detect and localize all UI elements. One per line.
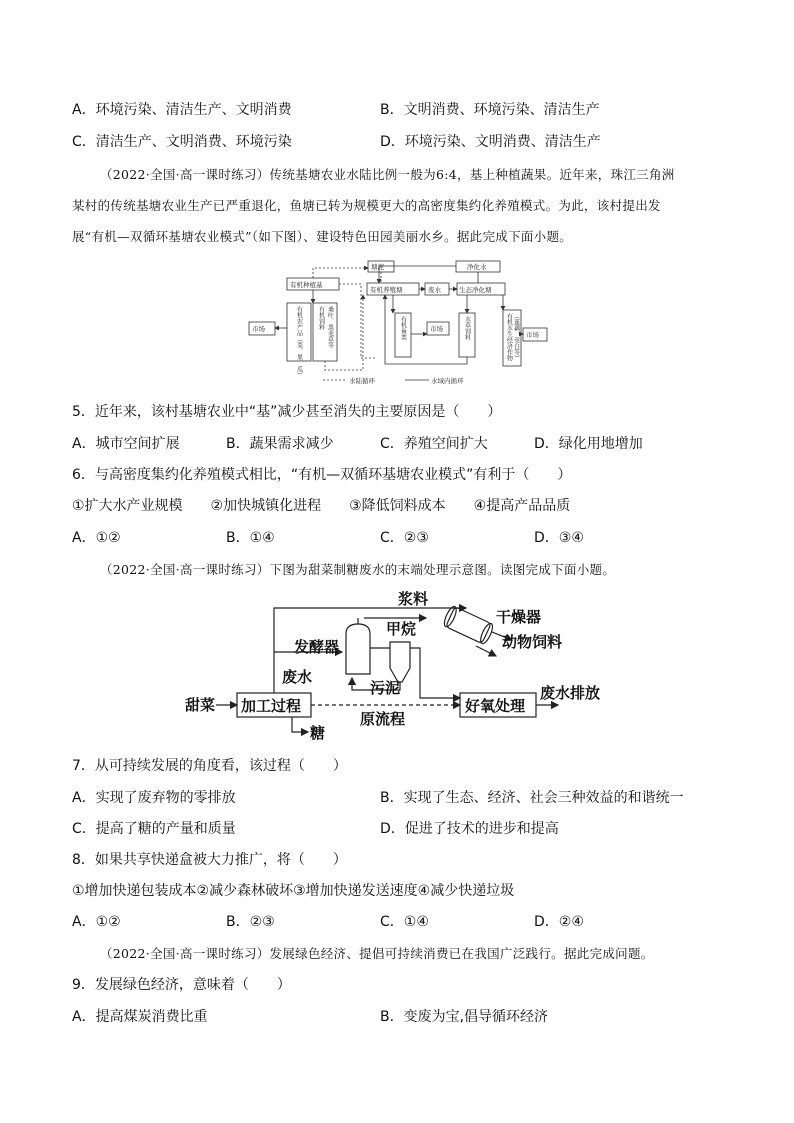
label-market-mid: 市场 — [430, 325, 443, 333]
label-organic-feed-sub: 桑叶、黑麦草等 — [326, 306, 334, 348]
q8-option-c: C．①④ — [380, 914, 429, 930]
q4-option-b: B．文明消费、环境污染、清洁生产 — [380, 102, 600, 118]
q6-items: ①扩大水产业规模 ②加快城镇化进程 ③降低饲料成本 ④提高产品品质 — [72, 498, 571, 514]
clarifier — [390, 642, 410, 682]
q7-option-b: B．实现了生态、经济、社会三种效益的和谐统一 — [380, 790, 684, 806]
passage1-line3: 展“有机—双循环基塘农业模式”（如下图）、建设特色田园美丽水乡。据此完成下面小题。 — [72, 229, 573, 244]
label-eco-purification-pond: 生态净化塘 — [459, 286, 492, 294]
q8-option-a: A．①② — [72, 914, 121, 930]
label-aquatic-feed: 水草饲料 — [463, 316, 471, 340]
q9-option-b: B．变废为宝,倡导循环经济 — [380, 1009, 549, 1025]
q8-stem: 8．如果共享快递盒被大力推广，将（ ） — [72, 852, 347, 868]
label-organic-planting-base: 有机种植基 — [290, 281, 323, 289]
q4-option-d: D．环境污染、文明消费、清洁生产 — [380, 134, 601, 150]
q5-option-d: D．绿化用地增加 — [534, 436, 643, 452]
legend-water-internal: 水域内循环 — [431, 377, 464, 385]
label-organic-ag-products: 有机农产品（菜、果、瓜） — [295, 306, 303, 378]
label-organic-fish-pond: 有机养殖塘 — [370, 286, 403, 294]
q9-option-a: A．提高煤炭消费比重 — [72, 1009, 208, 1025]
q6-option-d: D．③④ — [534, 530, 584, 546]
label-market-right: 市场 — [526, 331, 539, 339]
label-purified-water: 净化水 — [467, 263, 487, 271]
label-aquatic-crops: 有机水生经济作物 — [505, 313, 513, 361]
dryer-drum — [442, 605, 495, 645]
label-fermenter: 发酵器 — [294, 638, 340, 656]
label-processing: 加工过程 — [241, 697, 302, 715]
q7-option-d: D．促进了技术的进步和提高 — [380, 821, 559, 837]
label-beet: 甜菜 — [185, 696, 216, 714]
passage1-line2: 某村的传统基塘农业生产已严重退化，鱼塘已转为规模更大的高密度集约化养殖模式。为此，该村提出发 — [72, 198, 661, 213]
label-organic-feed: 有机饲料 — [317, 306, 325, 330]
label-waste-water: 废水 — [282, 668, 313, 686]
q8-option-b: B．②③ — [226, 914, 275, 930]
label-waste-water: 废水 — [428, 286, 441, 294]
figure-dike-pond-model — [245, 258, 555, 390]
label-discharge: 废水排放 — [540, 684, 601, 702]
q9-stem: 9．发展绿色经济，意味着（ ） — [72, 977, 291, 993]
label-organic-fish: 有机鱼类 — [399, 316, 407, 340]
q5-stem: 5．近年来，该村基塘农业中“基”减少甚至消失的主要原因是（ ） — [72, 404, 502, 420]
passage3-line1: （2022·全国·高一课时练习）发展绿色经济、提倡可持续消费已在我国广泛践行。据此完成问题。 — [100, 946, 654, 961]
label-market-left: 市场 — [252, 325, 265, 333]
label-original-process: 原流程 — [360, 710, 406, 728]
label-aerobic: 好氧处理 — [465, 697, 526, 715]
q5-option-a: A．城市空间扩展 — [72, 436, 180, 452]
q8-option-d: D．②④ — [534, 914, 584, 930]
label-animal-feed: 动物饲料 — [502, 633, 563, 651]
figure-beet-sugar-wastewater — [180, 586, 620, 746]
fermenter-vessel — [346, 624, 370, 674]
q7-option-c: C．提高了糖的产量和质量 — [72, 821, 236, 837]
q5-option-c: C．养殖空间扩大 — [380, 436, 488, 452]
q6-option-b: B．①④ — [226, 530, 275, 546]
q6-stem: 6．与高密度集约化养殖模式相比，“有机—双循环基塘农业模式”有利于（ ） — [72, 467, 572, 483]
label-sludge: 塘泥 — [371, 263, 384, 271]
q4-option-a: A．环境污染、清洁生产、文明消费 — [72, 102, 292, 118]
label-dryer: 干燥器 — [496, 608, 542, 626]
label-sludge: 污泥 — [370, 679, 401, 697]
q4-option-c: C．清洁生产、文明消费、环境污染 — [72, 134, 292, 150]
passage2-line1: （2022·全国·高一课时练习）下图为甜菜制糖废水的末端处理示意图。读图完成下面小题。 — [100, 562, 616, 577]
q7-option-a: A．实现了废弃物的零排放 — [72, 790, 236, 806]
label-aquatic-crops-sub: （莲藕、茭白等） — [512, 313, 520, 361]
q6-option-c: C．②③ — [380, 530, 429, 546]
passage1-line1: （2022·全国·高一课时练习）传统基塘农业水陆比例一般为6:4，基上种植蔬果。近年来，珠江三角洲 — [100, 167, 675, 182]
label-slurry: 浆料 — [398, 590, 429, 608]
label-methane: 甲烷 — [386, 620, 417, 638]
q7-stem: 7．从可持续发展的角度看，该过程（ ） — [72, 758, 347, 774]
q6-option-a: A．①② — [72, 530, 121, 546]
label-sugar: 糖 — [310, 724, 326, 742]
q5-option-b: B．蔬果需求减少 — [226, 436, 334, 452]
legend-land-water: 水陆循环 — [349, 377, 375, 385]
q8-items: ①增加快递包装成本②减少森林破坏③增加快递发送速度④减少快递垃圾 — [72, 883, 515, 899]
